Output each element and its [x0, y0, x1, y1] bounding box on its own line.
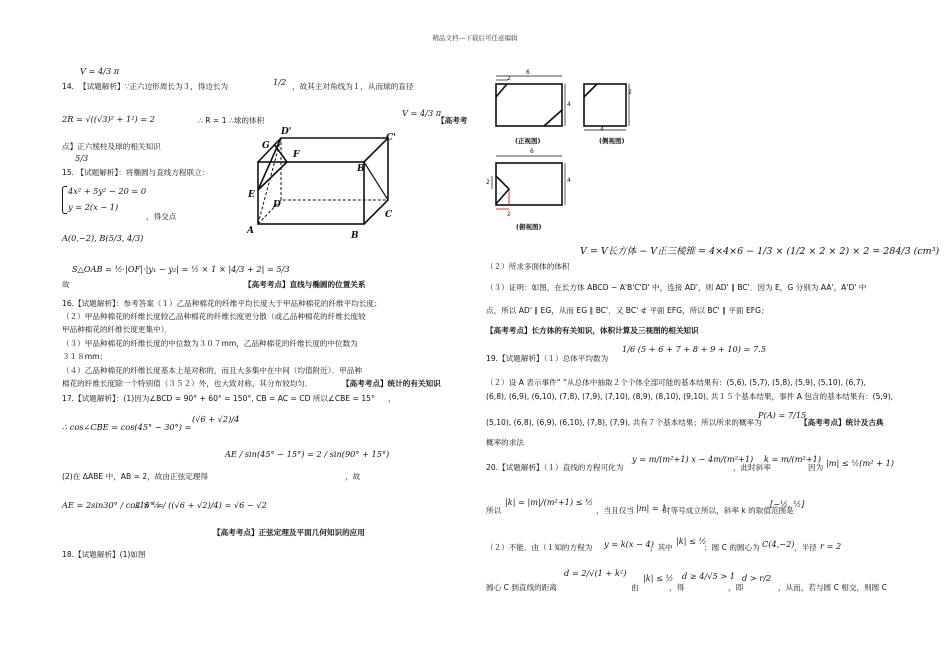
q15-area: S△OAB = ½·|OF|·|y₁ − y₂| = ½ × 1 × |4/3 + 2| = 5/3 — [72, 264, 290, 274]
q19-line-2: (6,8), (6,9), (6,10), (7,8), (7,9), (7,10), (8,9), (8,10), (9,10), 共１５个基本结果，事件 A 包含的基本结果有：(5,9), — [486, 392, 894, 401]
q18-heading: 18.【试题解析】(1)如图 — [62, 550, 146, 559]
q14-text-2: ，故其主对角线为１，从而球的直径 — [292, 82, 414, 91]
q20-line-form: y = k(x − 4) — [604, 539, 654, 549]
q20-distance-text: 圆心 C 到直线的距离 — [486, 583, 557, 592]
q19-mean: 1/6 (5 + 6 + 7 + 8 + 9 + 10) = 7.5 — [622, 344, 767, 354]
top-view-caption: (俯视图) — [516, 223, 542, 231]
volume-calculation: V = V长方体 − V正三棱锥 = 4×4×6 − 1/3 × (1/2 × 2 × 2) × 2 = 284/3 (cm³) — [580, 246, 940, 257]
ellipse-equation: 4x² + 5y² − 20 = 0 — [68, 186, 147, 196]
q18-part2: （２）所求多面体的体积 — [486, 262, 570, 271]
q20-inequality: |m| ≤ ½(m² + 1) — [826, 458, 894, 468]
q20-because: 因为 — [808, 463, 824, 472]
q18-part3-line2: 点，所以 AD' ∥ EG，从而 EG ∥ BC'．又 BC' ⊄ 平面 EFG，所以 BC' ∥ 平面 EFG； — [486, 306, 769, 315]
q17-sine-rule: AE / sin(45° − 15°) = 2 / sin(90° + 15°) — [225, 449, 390, 459]
q18-key-point: 【高考考点】长方体的有关知识，体积计算及三视图的相关知识 — [486, 326, 699, 335]
q20-ie: ，即 — [728, 583, 744, 592]
q20-slope-text: ，此时斜率 — [733, 463, 771, 472]
q19-line-1: （２）设 A 表示事件“ ”从总体中抽取２个个体全部可能的基本结果有：(5,6), (5,7), (5,8), (5,9), (5,10), (6,7), — [486, 378, 866, 387]
q20-k-cond-2: |k| ≤ ½ — [643, 573, 674, 583]
top-view-height: 4 — [567, 177, 571, 184]
q20-distance: d = 2/√(1 + k²) — [564, 568, 627, 578]
label-d-prime: D' — [281, 127, 292, 137]
q18-part3-line1: （３）证明：如图，在长方体 ABCD − A'B'C'D' 中，连接 AD'，则 AD' ∥ BC'．因为 E，G 分别为 AA'，A'D' 中 — [486, 283, 867, 292]
q14-number: 14. — [62, 82, 75, 91]
q20-get: ，得 — [669, 583, 685, 592]
q17-part2: (2)在 ΔABE 中，AB = 2，故由正弦定理得 — [62, 472, 208, 481]
q16-line-2: （２）甲品种棉花的纤维长度较乙品种棉花的纤维长度更分散（或乙品种棉花的纤维长度较 — [62, 312, 366, 321]
q19-key-point-2: 概率的求法 — [486, 438, 524, 447]
q20-center-text: ；圆 C 的圆心为 — [704, 543, 760, 552]
system-brace — [62, 186, 67, 214]
q15-fraction: 5/3 — [75, 153, 89, 163]
q20-d-compare: d > r/2 — [742, 573, 772, 583]
q20-radius: r = 2 — [820, 541, 842, 551]
label-d: D — [273, 200, 281, 210]
label-e: E — [248, 190, 255, 200]
q16-line-5: ３１８mm； — [62, 352, 108, 361]
side-view-width: 4 — [600, 126, 604, 133]
q14-key-point: 点】正六棱柱及球的相关知识 — [62, 142, 161, 151]
q17-line-1: 17.【试题解析】：(1)因为∠BCD = 90° + 60° = 150°, CB = AC = CD 所以∠CBE = 15° — [62, 394, 375, 403]
q19-probability: P(A) = 7/15 — [758, 410, 807, 420]
q15-intersection: ，得交点 — [146, 212, 177, 221]
front-view-caption: (正视图) — [515, 137, 541, 145]
q17-cos-value: (√6 + √2)/4 — [192, 414, 240, 424]
q17-cos: ∴ cos∠CBE = cos(45° − 30°) = — [62, 422, 192, 432]
q17-ae-eq: AE = 2sin30° / cos15° = — [62, 500, 164, 510]
q16-line-3: 甲品种棉花的纤维长度更集中）． — [62, 325, 173, 334]
q14-diameter-eq: 2R = √((√3)² + 1²) = 2 — [62, 114, 155, 124]
q19-line-3: (5,10), (6,8), (6,9), (6,10), (7,8), (7,9), 共有７个基本结果；所以所求的概率为 — [486, 418, 762, 427]
q20-heading: 20.【试题解析】（１）直线的方程可化为 — [486, 463, 624, 472]
q19-key-point: 【高考考点】统计及古典 — [800, 418, 884, 427]
q20-equality-text: ，当且仅当 — [596, 506, 634, 515]
top-view-notch: 2 — [486, 179, 490, 186]
q20-slope: k = m/(m²+1) — [764, 454, 822, 464]
side-view-notch: 2 — [628, 89, 632, 96]
front-view-height: 4 — [567, 101, 571, 108]
front-view-notch: 2 — [507, 75, 511, 82]
q14-radius: ∴ R = 1 ∴球的体积 — [198, 116, 265, 125]
label-a: A — [247, 226, 254, 236]
label-f: F — [293, 150, 300, 160]
label-b-prime: B' — [357, 164, 368, 174]
q20-d-bound: d ≥ 4/√5 > 1 — [682, 571, 735, 581]
q20-radius-text: ，半径 — [794, 543, 817, 552]
q17-key-point: 【高考考点】正弦定理及平面几何知识的应用 — [213, 528, 365, 537]
q16-key-point: 【高考考点】统计的有关知识 — [342, 379, 441, 388]
q15-key-point: 【高考考点】直线与椭圆的位置关系 — [244, 280, 366, 289]
q16-line-4: （３）甲品种棉花的纤维长度的中位数为３０７mm，乙品种棉花的纤维长度的中位数为 — [62, 339, 358, 348]
q20-range: [−½, ½] — [770, 499, 805, 509]
label-c-prime: C' — [386, 133, 396, 143]
top-view-cut: 2 — [507, 211, 511, 218]
q20-range-text: 时等号成立所以，斜率 k 的取值范围是 — [663, 506, 794, 515]
top-view-width: 6 — [530, 148, 534, 155]
q17-comma: ， — [388, 394, 396, 403]
label-c: C — [385, 210, 393, 220]
q20-by: 由 — [631, 583, 639, 592]
q19-heading: 19.【试题解析】（１）总体平均数为 — [486, 354, 609, 363]
q20-line-eq: y = m/(m²+1) x − 4m/(m²+1) — [632, 454, 754, 464]
side-view-caption: (侧视图) — [599, 137, 625, 145]
q20-so: 所以 — [486, 506, 502, 515]
q15-points: A(0,−2), B(5/3, 4/3) — [62, 233, 144, 243]
q17-so: ，故 — [345, 472, 361, 481]
label-b: B — [351, 231, 359, 241]
q20-center: C(4,−2) — [762, 539, 795, 549]
q17-ae-value: 2 × ½ / ((√6 + √2)/4) = √6 − √2 — [135, 500, 267, 510]
front-view-width: 6 — [526, 69, 530, 76]
q16-line-6: （４）乙品种棉花的纤维长度基本上是对称的，而且大多集中在中间（均值附近）．甲品种 — [62, 366, 362, 375]
three-views-figure — [488, 66, 638, 226]
q20-m-eq: |m| = 1 — [636, 503, 667, 513]
page-header: 精品文档---下载后可任意编辑 — [432, 34, 518, 42]
label-g: G — [262, 141, 270, 151]
q20-k-bound: |k| = |m|/(m²+1) ≤ ½ — [505, 497, 594, 507]
q14-text: 【试题解析】∵正六边形周长为３，得边长为 — [79, 82, 229, 91]
q15-text: 15. 【试题解析】：将椭圆与直线方程联立： — [62, 168, 210, 177]
q20-part2: （２）不能．由（１知的方程为 — [486, 543, 593, 552]
q15-therefore: 故 — [62, 280, 70, 289]
q16-line-1: 16.【试题解析】：参考答案（１）乙品种棉花的纤维平均长度大于甲品种棉花的纤维平均长度； — [62, 299, 382, 308]
q20-where: ，其中 — [650, 543, 673, 552]
q20-conclusion: ，从而，若与圆 C 相交，则圆 C — [778, 583, 887, 592]
q20-k-cond: |k| ≤ ½ — [676, 536, 707, 546]
q14-key-point-a: 【高考考 — [437, 116, 468, 125]
q14-half: 1/2 — [273, 77, 287, 87]
q16-line-7: 棉花的纤维长度除一个特别值（３５２）外，也大致对称，其分布较均匀． — [62, 379, 313, 388]
sphere-volume-formula: V = 4/3 π — [80, 66, 120, 76]
q14-volume: V = 4/3 π — [402, 108, 442, 118]
line-equation: y = 2(x − 1) — [68, 202, 119, 212]
